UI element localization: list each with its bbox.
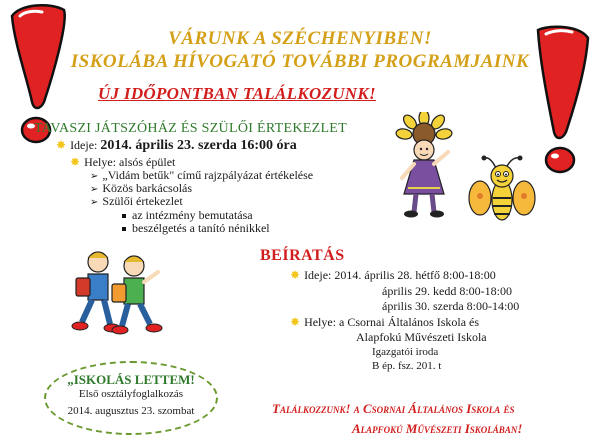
section2-place-3: Igazgatói iroda <box>372 346 439 358</box>
section2-place-2: Alapfokú Művészeti Iskola <box>356 330 487 344</box>
list-item: beszélgetés a tanító nénikkel <box>122 221 270 236</box>
oval-date: 2014. augusztus 23. szombat <box>67 405 195 417</box>
square-bullet-icon <box>122 227 126 231</box>
oval-subtitle: Első osztályfoglalkozás <box>78 388 184 400</box>
footer-line1: Találkozzunk! a Csornai Általános Iskola és <box>272 401 515 416</box>
header-title: VÁRUNK A SZÉCHENYIBEN! <box>168 28 432 49</box>
list-item: az intézmény bemutatása <box>122 208 253 223</box>
star-bullet-icon: ✸ <box>290 315 301 329</box>
section2-title: BEÍRATÁS <box>260 247 345 264</box>
arrow-bullet-icon: ➢ <box>90 184 99 195</box>
section2-date-2: április 29. kedd 8:00-18:00 <box>382 284 512 298</box>
footer-line2: Alapfokú Művészeti Iskolában! <box>352 421 523 436</box>
bee-character-icon <box>468 152 536 232</box>
section2-date-3: április 30. szerda 8:00-14:00 <box>382 299 520 313</box>
section2-date: ✸ Ideje: 2014. április 28. hétfő 8:00-18:00 <box>290 268 496 282</box>
header-subtitle: ISKOLÁBA HÍVOGATÓ TOVÁBBI PROGRAMJAINK <box>70 51 530 72</box>
section1-title: TAVASZI JÁTSZÓHÁZ ÉS SZÜLŐI ÉRTEKEZLET <box>34 121 348 136</box>
star-bullet-icon: ✸ <box>70 155 81 169</box>
new-date-banner: ÚJ IDŐPONTBAN TALÁLKOZUNK! <box>98 84 376 103</box>
oval-title: „ISKOLÁS LETTEM! <box>67 372 195 387</box>
star-bullet-icon: ✸ <box>56 138 67 152</box>
list-item: ➢ Közös barkácsolás <box>90 181 193 195</box>
girl-character-icon <box>394 112 466 224</box>
arrow-bullet-icon: ➢ <box>90 171 99 182</box>
arrow-bullet-icon: ➢ <box>90 197 99 208</box>
star-bullet-icon: ✸ <box>290 268 301 282</box>
section1-date: ✸ Ideje: 2014. április 23. szerda 16:00 óra <box>56 138 297 153</box>
section2-place-4: B ép. fsz. 201. t <box>372 360 442 372</box>
square-bullet-icon <box>122 214 126 218</box>
list-item: ➢ „Vidám betűk" című rajzpályázat értékelése <box>90 168 314 182</box>
section2-place: ✸ Helye: a Csornai Általános Iskola és <box>290 315 480 329</box>
children-running-icon <box>68 244 166 344</box>
section1-place: ✸ Helye: alsós épület <box>70 155 176 169</box>
list-item: ➢ Szülői értekezlet <box>90 194 183 208</box>
